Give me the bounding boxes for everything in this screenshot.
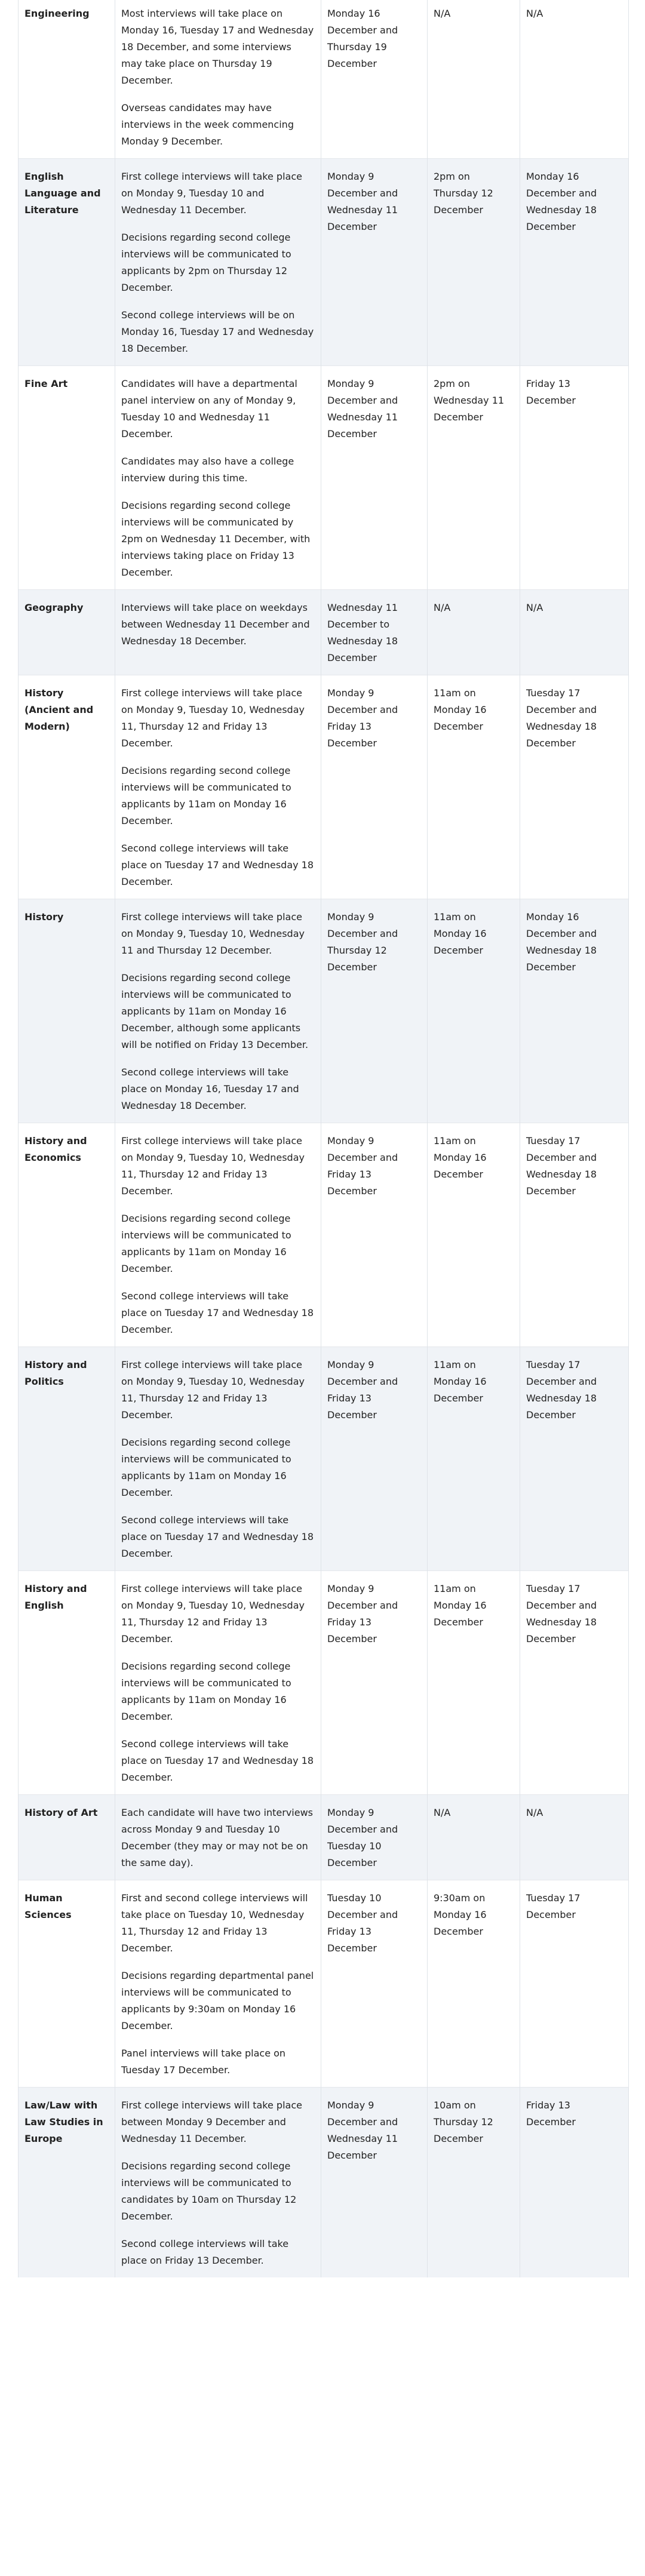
subject-cell: Human Sciences: [19, 1880, 115, 2088]
second-interview-dates-cell: Tuesday 17 December and Wednesday 18 December: [520, 1123, 629, 1347]
details-cell: [115, 1571, 321, 1795]
details-paragraph: Each candidate will have two interviews across Monday 9 and Tuesday 10 December (they may or may not be on the same day).: [121, 1807, 313, 1868]
details-paragraph: Interviews will take place on weekdays between Wednesday 11 December and Wednesday 18 December.: [121, 602, 310, 647]
details-paragraph: Decisions regarding second college interviews will be communicated to applicants by 11am on Monday 16 December, although some applicants will be notified on Friday 13 December.: [121, 972, 309, 1050]
first-interview-dates-cell: Wednesday 11 December to Wednesday 18 December: [321, 590, 428, 675]
second-interview-dates-cell: Tuesday 17 December and Wednesday 18 December: [520, 675, 629, 899]
details-cell: [115, 0, 321, 159]
notification-cell: 2pm on Wednesday 11 December: [428, 366, 520, 590]
second-interview-dates-cell: Friday 13 December: [520, 2088, 629, 2278]
details-paragraph: Second college interviews will take place on Tuesday 17 and Wednesday 18 December.: [121, 1290, 314, 1335]
table-row: [19, 1571, 629, 1795]
details-paragraph: First and second college interviews will take place on Tuesday 10, Wednesday 11, Thursday 12 and Friday 13 December.: [121, 1892, 308, 1954]
subject-cell: History and Politics: [19, 1347, 115, 1571]
table-row: [19, 2088, 629, 2278]
first-interview-dates-cell: Monday 9 December and Friday 13 December: [321, 1347, 428, 1571]
details-paragraph: First college interviews will take place on Monday 9, Tuesday 10 and Wednesday 11 December.: [121, 171, 302, 216]
subject-cell: History and Economics: [19, 1123, 115, 1347]
subject-cell: Fine Art: [19, 366, 115, 590]
table-row: [19, 366, 629, 590]
first-interview-dates-cell: Monday 9 December and Wednesday 11 December: [321, 2088, 428, 2278]
notification-cell: 11am on Monday 16 December: [428, 675, 520, 899]
second-interview-dates-cell: N/A: [520, 590, 629, 675]
second-interview-dates-cell: Tuesday 17 December and Wednesday 18 December: [520, 1347, 629, 1571]
notification-cell: 2pm on Thursday 12 December: [428, 159, 520, 366]
details-paragraph: First college interviews will take place on Monday 9, Tuesday 10, Wednesday 11 and Thursday 12 December.: [121, 911, 305, 956]
notification-cell: 11am on Monday 16 December: [428, 899, 520, 1123]
notification-cell: 11am on Monday 16 December: [428, 1347, 520, 1571]
details-cell: [115, 1123, 321, 1347]
schedule-table-body: [19, 0, 629, 2277]
notification-cell: N/A: [428, 590, 520, 675]
subject-cell: History and English: [19, 1571, 115, 1795]
details-cell: [115, 675, 321, 899]
table-row: [19, 1123, 629, 1347]
first-interview-dates-cell: Monday 9 December and Friday 13 December: [321, 1123, 428, 1347]
subject-cell: Engineering: [19, 0, 115, 159]
details-cell: [115, 590, 321, 675]
second-interview-dates-cell: Tuesday 17 December and Wednesday 18 December: [520, 1571, 629, 1795]
second-interview-dates-cell: Monday 16 December and Wednesday 18 December: [520, 899, 629, 1123]
details-paragraph: Second college interviews will be on Monday 16, Tuesday 17 and Wednesday 18 December.: [121, 309, 314, 354]
table-row: [19, 1880, 629, 2088]
table-row: [19, 899, 629, 1123]
details-paragraph: Second college interviews will take place on Tuesday 17 and Wednesday 18 December.: [121, 1514, 314, 1559]
notification-cell: N/A: [428, 0, 520, 159]
details-paragraph: Most interviews will take place on Monday 16, Tuesday 17 and Wednesday 18 December, and some interviews may take place on Thursday 19 December.: [121, 8, 314, 86]
details-cell: [115, 1795, 321, 1880]
subject-cell: History (Ancient and Modern): [19, 675, 115, 899]
table-row: [19, 675, 629, 899]
details-paragraph: Decisions regarding second college interviews will be communicated to applicants by 11am on Monday 16 December.: [121, 765, 291, 826]
details-paragraph: First college interviews will take place on Monday 9, Tuesday 10, Wednesday 11, Thursday 12 and Friday 13 December.: [121, 1135, 305, 1197]
details-paragraph: Decisions regarding second college interviews will be communicated to applicants by 11am on Monday 16 December.: [121, 1213, 291, 1274]
details-paragraph: Overseas candidates may have interviews in the week commencing Monday 9 December.: [121, 102, 294, 147]
details-paragraph: Candidates will have a departmental panel interview on any of Monday 9, Tuesday 10 and Wednesday 11 December.: [121, 378, 297, 439]
first-interview-dates-cell: Monday 9 December and Wednesday 11 December: [321, 366, 428, 590]
second-interview-dates-cell: N/A: [520, 1795, 629, 1880]
table-row: [19, 590, 629, 675]
table-row: [19, 1347, 629, 1571]
details-paragraph: Panel interviews will take place on Tuesday 17 December.: [121, 2048, 286, 2076]
details-cell: [115, 366, 321, 590]
details-paragraph: Decisions regarding second college interviews will be communicated to applicants by 2pm on Thursday 12 December.: [121, 232, 291, 293]
details-paragraph: Candidates may also have a college interview during this time.: [121, 456, 294, 484]
details-paragraph: Second college interviews will take place on Tuesday 17 and Wednesday 18 December.: [121, 843, 314, 887]
details-cell: [115, 1880, 321, 2088]
first-interview-dates-cell: Monday 9 December and Wednesday 11 December: [321, 159, 428, 366]
first-interview-dates-cell: Monday 9 December and Thursday 12 December: [321, 899, 428, 1123]
details-paragraph: Decisions regarding second college interviews will be communicated to applicants by 11am on Monday 16 December.: [121, 1661, 291, 1722]
interview-schedule-table: [18, 0, 629, 2277]
first-interview-dates-cell: Tuesday 10 December and Friday 13 December: [321, 1880, 428, 2088]
notification-cell: N/A: [428, 1795, 520, 1880]
table-row: [19, 1795, 629, 1880]
details-cell: [115, 2088, 321, 2278]
details-paragraph: Second college interviews will take place on Friday 13 December.: [121, 2238, 289, 2266]
second-interview-dates-cell: Tuesday 17 December: [520, 1880, 629, 2088]
details-paragraph: Decisions regarding second college interviews will be communicated by 2pm on Wednesday 11 December, with interviews taking place on Friday 13 December.: [121, 500, 311, 578]
subject-cell: Law/Law with Law Studies in Europe: [19, 2088, 115, 2278]
second-interview-dates-cell: Friday 13 December: [520, 366, 629, 590]
notification-cell: 9:30am on Monday 16 December: [428, 1880, 520, 2088]
subject-cell: History: [19, 899, 115, 1123]
first-interview-dates-cell: Monday 9 December and Friday 13 December: [321, 675, 428, 899]
table-row: [19, 159, 629, 366]
first-interview-dates-cell: Monday 9 December and Tuesday 10 December: [321, 1795, 428, 1880]
details-paragraph: Decisions regarding second college interviews will be communicated to candidates by 10am on Thursday 12 December.: [121, 2160, 297, 2222]
details-paragraph: First college interviews will take place between Monday 9 December and Wednesday 11 December.: [121, 2099, 302, 2144]
details-paragraph: Decisions regarding second college interviews will be communicated to applicants by 11am on Monday 16 December.: [121, 1437, 291, 1498]
details-paragraph: First college interviews will take place on Monday 9, Tuesday 10, Wednesday 11, Thursday 12 and Friday 13 December.: [121, 1583, 305, 1644]
subject-cell: English Language and Literature: [19, 159, 115, 366]
details-cell: [115, 1347, 321, 1571]
table-row: [19, 0, 629, 159]
details-cell: [115, 159, 321, 366]
subject-cell: History of Art: [19, 1795, 115, 1880]
first-interview-dates-cell: Monday 16 December and Thursday 19 December: [321, 0, 428, 159]
notification-cell: 11am on Monday 16 December: [428, 1571, 520, 1795]
details-paragraph: Second college interviews will take place on Tuesday 17 and Wednesday 18 December.: [121, 1738, 314, 1783]
details-paragraph: Decisions regarding departmental panel interviews will be communicated to applicants by 9:30am on Monday 16 December.: [121, 1970, 314, 2031]
details-paragraph: First college interviews will take place on Monday 9, Tuesday 10, Wednesday 11, Thursday 12 and Friday 13 December.: [121, 687, 305, 749]
details-cell: [115, 899, 321, 1123]
first-interview-dates-cell: Monday 9 December and Friday 13 December: [321, 1571, 428, 1795]
second-interview-dates-cell: N/A: [520, 0, 629, 159]
details-paragraph: Second college interviews will take place on Monday 16, Tuesday 17 and Wednesday 18 December.: [121, 1066, 299, 1111]
details-paragraph: First college interviews will take place on Monday 9, Tuesday 10, Wednesday 11, Thursday 12 and Friday 13 December.: [121, 1359, 305, 1421]
notification-cell: 11am on Monday 16 December: [428, 1123, 520, 1347]
notification-cell: 10am on Thursday 12 December: [428, 2088, 520, 2278]
second-interview-dates-cell: Monday 16 December and Wednesday 18 December: [520, 159, 629, 366]
subject-cell: Geography: [19, 590, 115, 675]
